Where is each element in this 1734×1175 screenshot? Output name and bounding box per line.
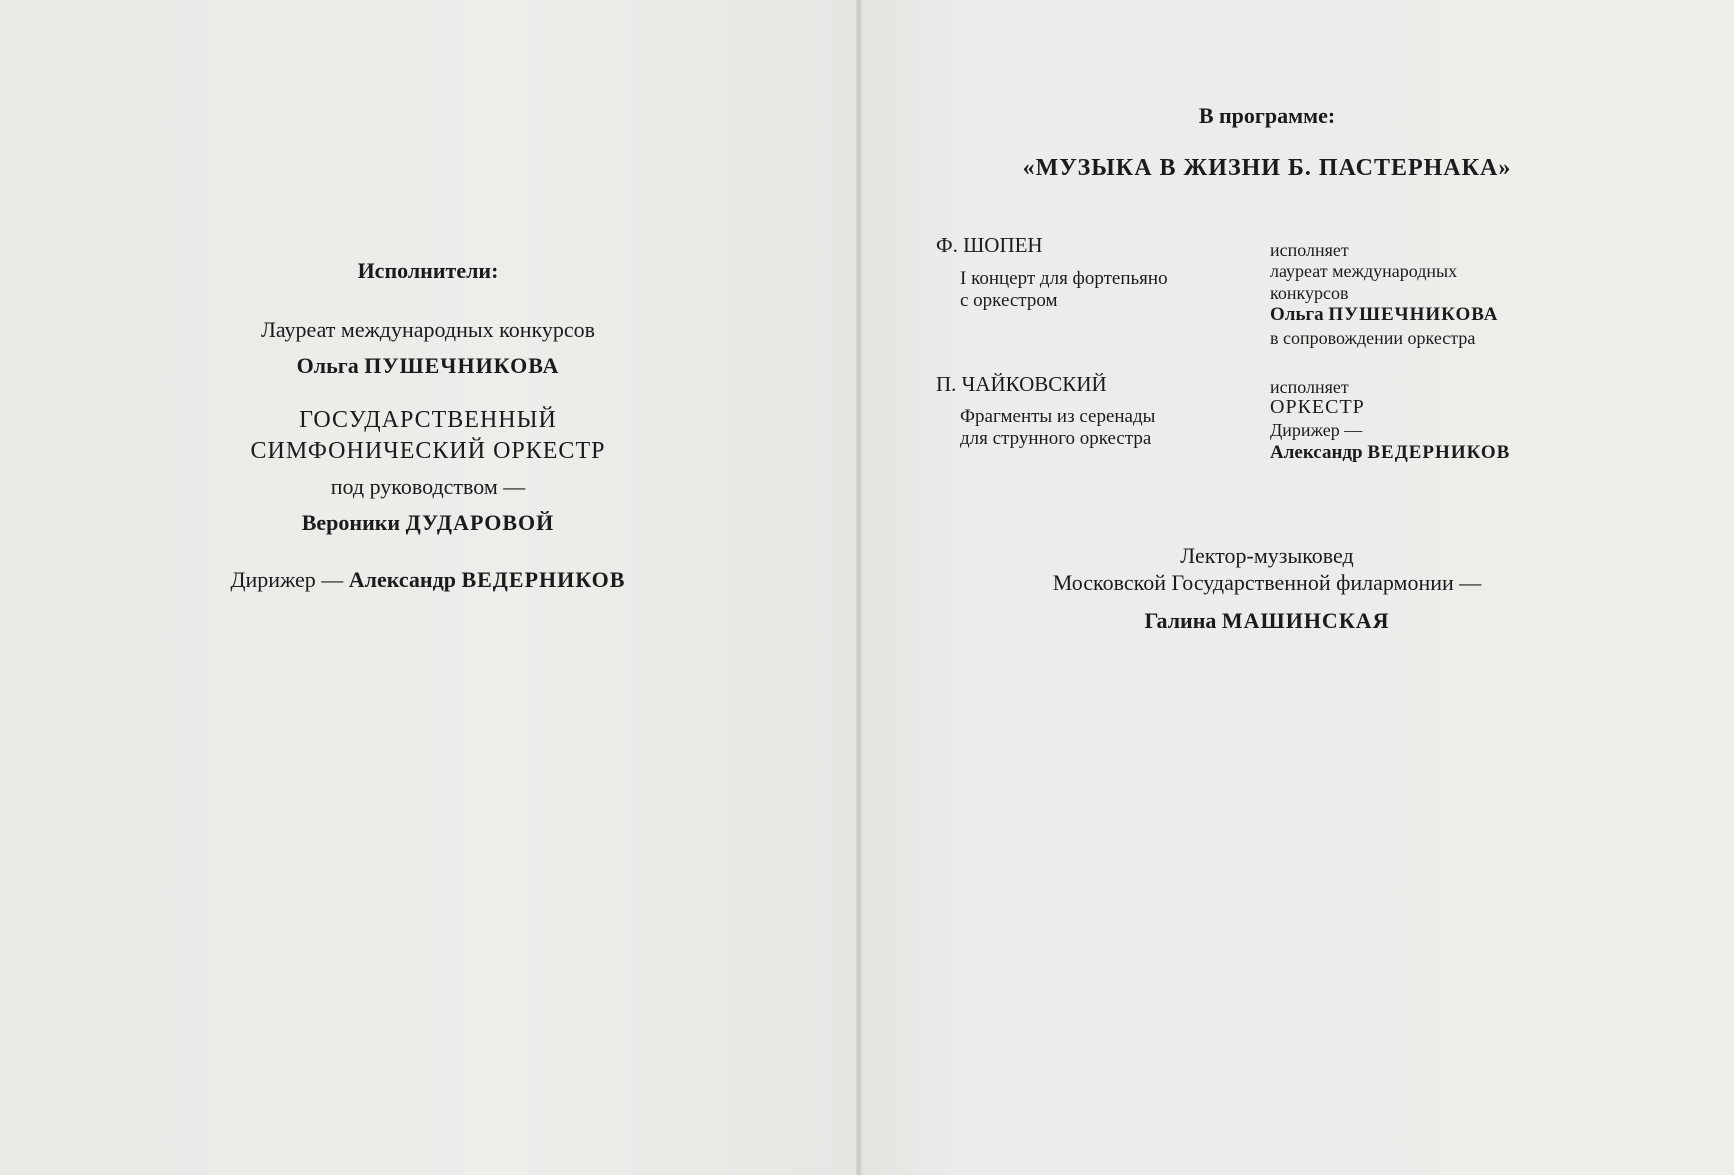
- laureate-line: Лауреат международных конкурсов: [260, 317, 596, 342]
- lecturer-first-name: Галина: [1144, 608, 1217, 633]
- leader-name: [0, 510, 856, 536]
- work-2-performer-last-name: ВЕДЕРНИКОВ: [1367, 442, 1511, 463]
- conductor-line: [0, 567, 856, 593]
- lecturer-line-2: Московской Государственной филармонии —: [1052, 570, 1482, 595]
- work-1-performer-line-3: в сопровождении оркестра: [1270, 328, 1476, 348]
- work-1-performer-last-name: ПУШЕЧНИКОВА: [1328, 304, 1499, 325]
- orchestra-line-1: ГОСУДАРСТВЕННЫЙ: [299, 407, 557, 433]
- performers-heading: Исполнители:: [357, 258, 499, 283]
- work-2-performer-name: [1270, 442, 1510, 464]
- soloist-last-name: ПУШЕЧНИКОВА: [364, 353, 560, 378]
- leader-last-name: ДУДАРОВОЙ: [405, 510, 555, 535]
- work-2-performer-line-1: ОРКЕСТР: [1270, 396, 1365, 418]
- program-title: «МУЗЫКА В ЖИЗНИ Б. ПАСТЕРНАКА»: [1022, 155, 1512, 181]
- work-1-composer: Ф. ШОПЕН: [936, 233, 1043, 257]
- work-1-title-line-1: I концерт для фортепьяно: [960, 268, 1168, 289]
- conductor-last-name: ВЕДЕРНИКОВ: [461, 567, 626, 592]
- right-page: [862, 0, 1734, 1175]
- lecturer-name: [862, 608, 1672, 634]
- work-1-performer-name: [1270, 304, 1498, 326]
- work-2-title-line-1: Фрагменты из серенады: [960, 406, 1156, 427]
- work-2-performer-line-2: Дирижер —: [1270, 420, 1363, 440]
- soloist-name: [0, 353, 856, 379]
- leadership-line: под руководством —: [330, 474, 526, 499]
- lecturer-last-name: МАШИНСКАЯ: [1221, 608, 1390, 633]
- lecturer-line-1: Лектор-музыковед: [1180, 543, 1354, 568]
- work-1-performer-line-1: лауреат международных: [1270, 261, 1458, 281]
- work-2-composer: П. ЧАЙКОВСКИЙ: [936, 372, 1107, 396]
- work-1-performed-by: исполняет: [1270, 240, 1349, 260]
- orchestra-line-2: СИМФОНИЧЕСКИЙ ОРКЕСТР: [250, 438, 606, 464]
- work-2-performer-first-name: Александр: [1270, 442, 1363, 463]
- work-1-performer-first-name: Ольга: [1270, 304, 1324, 325]
- work-1-title-line-2: с оркестром: [960, 290, 1058, 311]
- work-2-performed-by: исполняет: [1270, 377, 1349, 397]
- work-2-title-line-2: для струнного оркестра: [960, 428, 1152, 449]
- program-heading: В программе:: [1198, 103, 1336, 128]
- left-page: [0, 0, 856, 1175]
- conductor-prefix: Дирижер —: [230, 567, 344, 592]
- conductor-first-name: Александр: [348, 567, 456, 592]
- soloist-first-name: Ольга: [296, 353, 359, 378]
- leader-first-name: Вероники: [301, 510, 401, 535]
- work-1-performer-line-2: конкурсов: [1270, 283, 1349, 303]
